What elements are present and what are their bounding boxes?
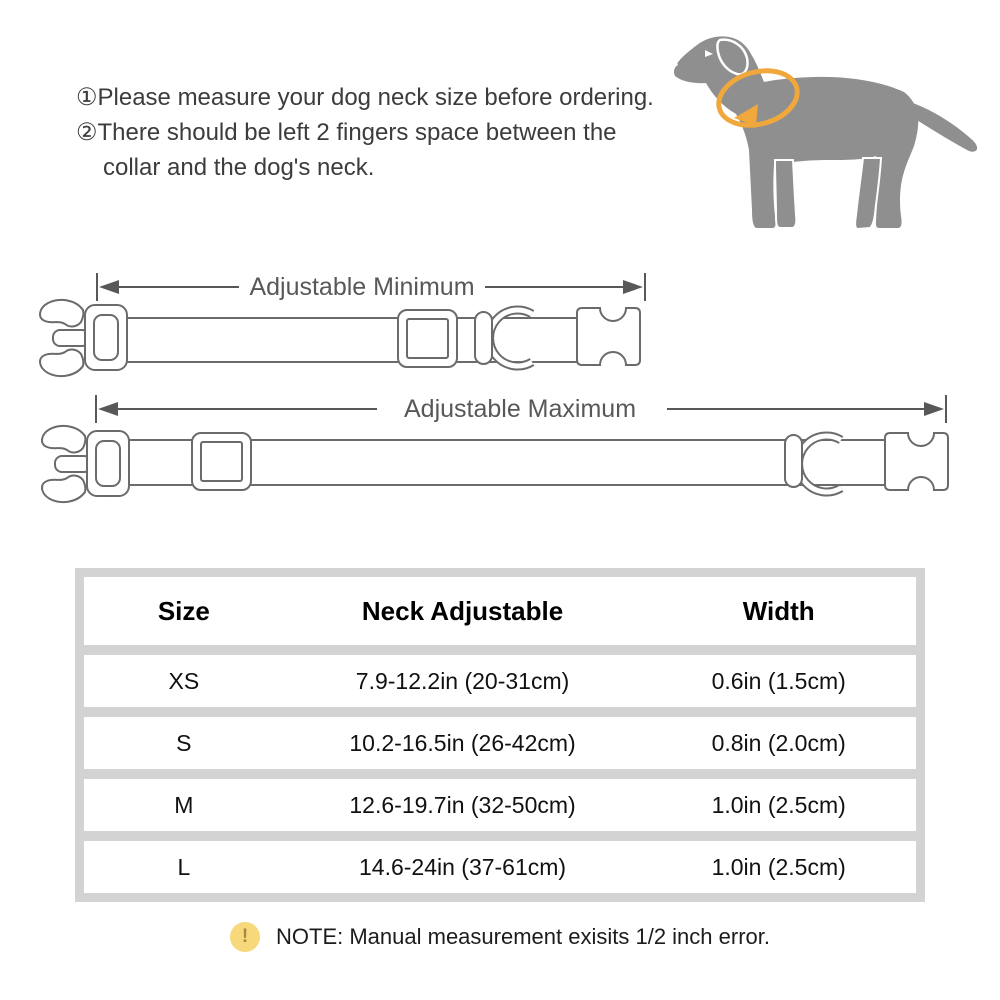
table-row [84, 841, 916, 893]
male-buckle [42, 426, 129, 502]
minimum-label: Adjustable Minimum [249, 273, 475, 301]
size-value: S [176, 729, 192, 756]
keeper-loop [475, 312, 492, 364]
size-value: XS [168, 667, 200, 694]
instruction-line-3: collar and the dog's neck. [103, 154, 375, 181]
female-buckle [577, 308, 640, 365]
table-row [84, 717, 916, 769]
neck-value: 14.6-24in (37-61cm) [358, 853, 567, 880]
arrowhead-left [99, 280, 119, 294]
neck-value: 7.9-12.2in (20-31cm) [355, 667, 570, 694]
size-value: L [177, 853, 191, 880]
width-value: 0.6in (1.5cm) [711, 667, 846, 694]
arrowhead-left [98, 402, 118, 416]
size-value: M [174, 791, 194, 818]
measuring-instructions [76, 80, 654, 185]
instruction-line-2: ②There should be left 2 fingers space between the [76, 119, 617, 146]
measurement-note [0, 922, 1000, 952]
male-buckle [40, 300, 127, 376]
header-width: Width [742, 595, 815, 626]
female-buckle [885, 433, 948, 490]
width-value: 0.8in (2.0cm) [711, 729, 846, 756]
collar-minimum-diagram [15, 268, 665, 390]
neck-value: 12.6-19.7in (32-50cm) [349, 791, 576, 818]
note-text: NOTE: Manual measurement exisits 1/2 inch error. [276, 924, 770, 949]
arrowhead-right [924, 402, 944, 416]
dog-far-front-leg [775, 160, 796, 228]
header-size: Size [157, 595, 210, 626]
arrowhead-right [623, 280, 643, 294]
triglide-slider [192, 433, 251, 490]
collar-maximum-diagram [15, 390, 965, 512]
width-value: 1.0in (2.5cm) [711, 791, 846, 818]
size-table [75, 568, 925, 902]
width-value: 1.0in (2.5cm) [711, 853, 846, 880]
neck-value: 10.2-16.5in (26-42cm) [349, 729, 576, 756]
instruction-line-1: ①Please measure your dog neck size before ordering. [76, 84, 654, 111]
triglide-slider [398, 310, 457, 367]
header-neck-adjustable: Neck Adjustable [361, 595, 564, 626]
d-ring [799, 436, 841, 492]
dog-tail [910, 102, 978, 152]
keeper-loop [785, 435, 802, 487]
table-row [84, 779, 916, 831]
maximum-label: Adjustable Maximum [403, 395, 637, 423]
table-header-row [84, 577, 916, 645]
dog-neck-measure-illustration [648, 10, 988, 238]
table-row [84, 655, 916, 707]
exclamation-icon: ! [230, 922, 260, 952]
dog-silhouette [674, 36, 918, 228]
